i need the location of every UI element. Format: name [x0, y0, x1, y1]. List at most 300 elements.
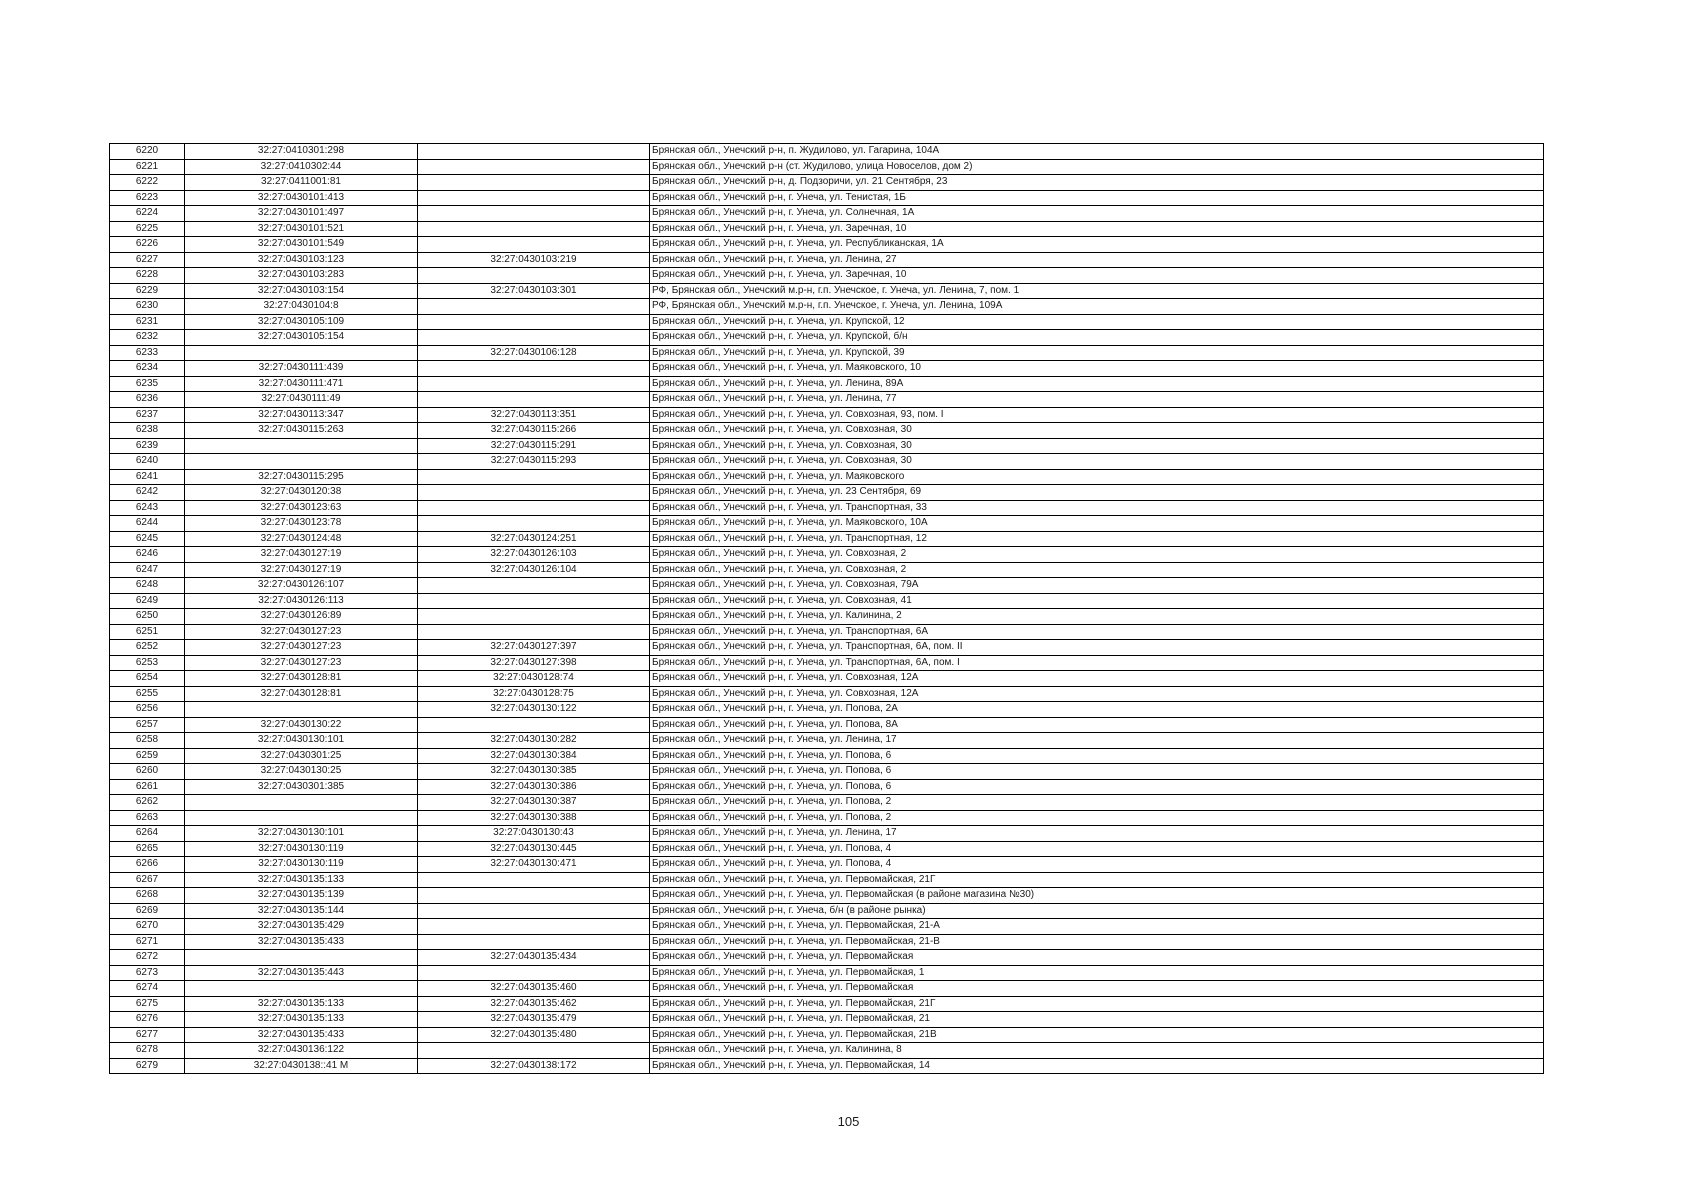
cadastral-number-cell: 32:27:0430126:89 — [185, 609, 418, 625]
row-number-cell: 6237 — [110, 407, 185, 423]
table-row — [110, 423, 1544, 439]
cadastral-number-cell: 32:27:0411001:81 — [185, 175, 418, 191]
linked-cadastral-number-cell: 32:27:0430135:460 — [418, 981, 650, 997]
linked-cadastral-number-cell: 32:27:0430130:282 — [418, 733, 650, 749]
linked-cadastral-number-cell — [418, 919, 650, 935]
table-row — [110, 206, 1544, 222]
address-cell: Брянская обл., Унечский р-н, г. Унеча, ул. Транспортная, 33 — [650, 500, 1544, 516]
linked-cadastral-number-cell — [418, 392, 650, 408]
address-cell: Брянская обл., Унечский р-н, г. Унеча, ул. Совхозная, 12А — [650, 671, 1544, 687]
page-number: 105 — [837, 1114, 860, 1129]
linked-cadastral-number-cell — [418, 144, 650, 160]
table-row — [110, 965, 1544, 981]
linked-cadastral-number-cell — [418, 469, 650, 485]
row-number-cell: 6266 — [110, 857, 185, 873]
address-cell: Брянская обл., Унечский р-н, п. Жудилово, ул. Гагарина, 104А — [650, 144, 1544, 160]
cadastral-number-cell: 32:27:0430103:154 — [185, 283, 418, 299]
row-number-cell: 6272 — [110, 950, 185, 966]
cadastral-number-cell: 32:27:0430135:133 — [185, 1012, 418, 1028]
linked-cadastral-number-cell — [418, 717, 650, 733]
row-number-cell: 6251 — [110, 624, 185, 640]
cadastral-number-cell: 32:27:0430128:81 — [185, 686, 418, 702]
linked-cadastral-number-cell: 32:27:0430127:397 — [418, 640, 650, 656]
cadastral-number-cell: 32:27:0430126:107 — [185, 578, 418, 594]
address-cell: Брянская обл., Унечский р-н, г. Унеча, ул. Первомайская, 21В — [650, 1027, 1544, 1043]
address-cell: Брянская обл., Унечский р-н, г. Унеча, ул. Первомайская, 21Г — [650, 996, 1544, 1012]
address-cell: Брянская обл., Унечский р-н (ст. Жудилово, улица Новоселов, дом 2) — [650, 159, 1544, 175]
table-row — [110, 159, 1544, 175]
table-row — [110, 1043, 1544, 1059]
address-cell: Брянская обл., Унечский р-н, г. Унеча, ул. Первомайская, 21-А — [650, 919, 1544, 935]
table-row — [110, 733, 1544, 749]
address-cell: Брянская обл., Унечский р-н, г. Унеча, ул. Совхозная, 41 — [650, 593, 1544, 609]
linked-cadastral-number-cell: 32:27:0430128:75 — [418, 686, 650, 702]
linked-cadastral-number-cell — [418, 206, 650, 222]
linked-cadastral-number-cell: 32:27:0430115:291 — [418, 438, 650, 454]
table-row — [110, 686, 1544, 702]
row-number-cell: 6239 — [110, 438, 185, 454]
table-row — [110, 702, 1544, 718]
linked-cadastral-number-cell — [418, 593, 650, 609]
address-cell: Брянская обл., Унечский р-н, г. Унеча, ул. Совхозная, 79А — [650, 578, 1544, 594]
address-cell: Брянская обл., Унечский р-н, г. Унеча, ул. Совхозная, 30 — [650, 438, 1544, 454]
linked-cadastral-number-cell — [418, 609, 650, 625]
linked-cadastral-number-cell: 32:27:0430130:388 — [418, 810, 650, 826]
linked-cadastral-number-cell — [418, 1043, 650, 1059]
cadastral-number-cell: 32:27:0430127:23 — [185, 640, 418, 656]
table-row — [110, 330, 1544, 346]
address-cell: Брянская обл., Унечский р-н, г. Унеча, ул. Совхозная, 2 — [650, 562, 1544, 578]
cadastral-number-cell: 32:27:0430113:347 — [185, 407, 418, 423]
row-number-cell: 6249 — [110, 593, 185, 609]
linked-cadastral-number-cell: 32:27:0430138:172 — [418, 1058, 650, 1074]
linked-cadastral-number-cell — [418, 872, 650, 888]
row-number-cell: 6260 — [110, 764, 185, 780]
linked-cadastral-number-cell: 32:27:0430130:43 — [418, 826, 650, 842]
row-number-cell: 6261 — [110, 779, 185, 795]
cadastral-number-cell: 32:27:0430135:443 — [185, 965, 418, 981]
address-cell: Брянская обл., Унечский р-н, г. Унеча, ул. Солнечная, 1А — [650, 206, 1544, 222]
table-row — [110, 547, 1544, 563]
address-cell: Брянская обл., Унечский р-н, г. Унеча, ул. Первомайская — [650, 950, 1544, 966]
table-row — [110, 717, 1544, 733]
address-cell: Брянская обл., Унечский р-н, г. Унеча, ул. Первомайская — [650, 981, 1544, 997]
cadastral-number-cell: 32:27:0430130:22 — [185, 717, 418, 733]
row-number-cell: 6255 — [110, 686, 185, 702]
cadastral-number-cell: 32:27:0410301:298 — [185, 144, 418, 160]
table-row — [110, 175, 1544, 191]
address-cell: Брянская обл., Унечский р-н, г. Унеча, ул. Попова, 4 — [650, 841, 1544, 857]
address-cell: Брянская обл., Унечский р-н, г. Унеча, б/н (в районе рынка) — [650, 903, 1544, 919]
address-cell: Брянская обл., Унечский р-н, г. Унеча, ул. Ленина, 17 — [650, 733, 1544, 749]
address-cell: Брянская обл., Унечский р-н, г. Унеча, ул. Ленина, 27 — [650, 252, 1544, 268]
cadastral-number-cell: 32:27:0430101:413 — [185, 190, 418, 206]
cadastral-number-cell: 32:27:0430301:25 — [185, 748, 418, 764]
linked-cadastral-number-cell: 32:27:0430113:351 — [418, 407, 650, 423]
row-number-cell: 6222 — [110, 175, 185, 191]
row-number-cell: 6258 — [110, 733, 185, 749]
row-number-cell: 6229 — [110, 283, 185, 299]
address-cell: Брянская обл., Унечский р-н, г. Унеча, ул. Ленина, 89А — [650, 376, 1544, 392]
address-cell: Брянская обл., Унечский р-н, г. Унеча, ул. Совхозная, 30 — [650, 454, 1544, 470]
address-cell: Брянская обл., Унечский р-н, г. Унеча, ул. Первомайская, 21-В — [650, 934, 1544, 950]
cadastral-number-cell: 32:27:0430115:263 — [185, 423, 418, 439]
linked-cadastral-number-cell: 32:27:0430130:384 — [418, 748, 650, 764]
table-row — [110, 609, 1544, 625]
row-number-cell: 6268 — [110, 888, 185, 904]
linked-cadastral-number-cell: 32:27:0430115:266 — [418, 423, 650, 439]
row-number-cell: 6275 — [110, 996, 185, 1012]
table-row — [110, 361, 1544, 377]
table-row — [110, 826, 1544, 842]
row-number-cell: 6259 — [110, 748, 185, 764]
table-row — [110, 345, 1544, 361]
linked-cadastral-number-cell: 32:27:0430126:103 — [418, 547, 650, 563]
linked-cadastral-number-cell — [418, 314, 650, 330]
table-row — [110, 671, 1544, 687]
row-number-cell: 6270 — [110, 919, 185, 935]
row-number-cell: 6252 — [110, 640, 185, 656]
table-row — [110, 562, 1544, 578]
linked-cadastral-number-cell: 32:27:0430128:74 — [418, 671, 650, 687]
table-row — [110, 934, 1544, 950]
table-row — [110, 252, 1544, 268]
table-row — [110, 407, 1544, 423]
table-row — [110, 919, 1544, 935]
cadastral-number-cell: 32:27:0430138::41 М — [185, 1058, 418, 1074]
address-cell: Брянская обл., Унечский р-н, г. Унеча, ул. Первомайская, 21 — [650, 1012, 1544, 1028]
address-cell: Брянская обл., Унечский р-н, г. Унеча, ул. Транспортная, 6А — [650, 624, 1544, 640]
row-number-cell: 6227 — [110, 252, 185, 268]
address-cell: Брянская обл., Унечский р-н, г. Унеча, ул. Ленина, 17 — [650, 826, 1544, 842]
row-number-cell: 6226 — [110, 237, 185, 253]
address-cell: Брянская обл., Унечский р-н, г. Унеча, ул. Попова, 6 — [650, 779, 1544, 795]
address-cell: Брянская обл., Унечский р-н, г. Унеча, ул. Тенистая, 1Б — [650, 190, 1544, 206]
table-row — [110, 872, 1544, 888]
linked-cadastral-number-cell — [418, 934, 650, 950]
linked-cadastral-number-cell: 32:27:0430124:251 — [418, 531, 650, 547]
table-row — [110, 516, 1544, 532]
cadastral-number-cell: 32:27:0430301:385 — [185, 779, 418, 795]
row-number-cell: 6246 — [110, 547, 185, 563]
linked-cadastral-number-cell: 32:27:0430135:434 — [418, 950, 650, 966]
property-table-body — [110, 144, 1544, 1074]
address-cell: Брянская обл., Унечский р-н, г. Унеча, ул. Попова, 6 — [650, 748, 1544, 764]
row-number-cell: 6231 — [110, 314, 185, 330]
cadastral-number-cell: 32:27:0430130:119 — [185, 841, 418, 857]
linked-cadastral-number-cell — [418, 299, 650, 315]
table-row — [110, 392, 1544, 408]
address-cell: Брянская обл., Унечский р-н, г. Унеча, ул. Совхозная, 2 — [650, 547, 1544, 563]
row-number-cell: 6254 — [110, 671, 185, 687]
linked-cadastral-number-cell — [418, 237, 650, 253]
cadastral-number-cell: 32:27:0430111:439 — [185, 361, 418, 377]
cadastral-number-cell: 32:27:0430135:433 — [185, 1027, 418, 1043]
linked-cadastral-number-cell: 32:27:0430130:445 — [418, 841, 650, 857]
table-row — [110, 810, 1544, 826]
cadastral-number-cell: 32:27:0430105:154 — [185, 330, 418, 346]
cadastral-number-cell: 32:27:0430123:78 — [185, 516, 418, 532]
cadastral-number-cell: 32:27:0430103:283 — [185, 268, 418, 284]
cadastral-number-cell: 32:27:0430135:433 — [185, 934, 418, 950]
linked-cadastral-number-cell: 32:27:0430130:471 — [418, 857, 650, 873]
table-row — [110, 221, 1544, 237]
table-row — [110, 531, 1544, 547]
row-number-cell: 6232 — [110, 330, 185, 346]
address-cell: Брянская обл., Унечский р-н, г. Унеча, ул. Попова, 8А — [650, 717, 1544, 733]
table-row — [110, 144, 1544, 160]
linked-cadastral-number-cell — [418, 485, 650, 501]
table-row — [110, 578, 1544, 594]
table-row — [110, 748, 1544, 764]
cadastral-number-cell: 32:27:0430130:119 — [185, 857, 418, 873]
address-cell: Брянская обл., Унечский р-н, г. Унеча, ул. Крупской, 12 — [650, 314, 1544, 330]
row-number-cell: 6233 — [110, 345, 185, 361]
address-cell: Брянская обл., Унечский р-н, г. Унеча, ул. Первомайская, 21Г — [650, 872, 1544, 888]
row-number-cell: 6256 — [110, 702, 185, 718]
linked-cadastral-number-cell — [418, 361, 650, 377]
cadastral-number-cell — [185, 345, 418, 361]
property-table — [109, 143, 1544, 1074]
table-row — [110, 376, 1544, 392]
linked-cadastral-number-cell: 32:27:0430130:387 — [418, 795, 650, 811]
row-number-cell: 6273 — [110, 965, 185, 981]
linked-cadastral-number-cell: 32:27:0430135:462 — [418, 996, 650, 1012]
table-row — [110, 624, 1544, 640]
linked-cadastral-number-cell — [418, 159, 650, 175]
cadastral-number-cell — [185, 950, 418, 966]
table-row — [110, 903, 1544, 919]
address-cell: Брянская обл., Унечский р-н, г. Унеча, ул. Первомайская (в районе магазина №30) — [650, 888, 1544, 904]
cadastral-number-cell: 32:27:0430127:19 — [185, 547, 418, 563]
cadastral-number-cell: 32:27:0430135:139 — [185, 888, 418, 904]
linked-cadastral-number-cell: 32:27:0430130:385 — [418, 764, 650, 780]
cadastral-number-cell: 32:27:0430136:122 — [185, 1043, 418, 1059]
table-row — [110, 593, 1544, 609]
table-row — [110, 283, 1544, 299]
row-number-cell: 6262 — [110, 795, 185, 811]
row-number-cell: 6221 — [110, 159, 185, 175]
cadastral-number-cell: 32:27:0430130:101 — [185, 826, 418, 842]
cadastral-number-cell: 32:27:0430105:109 — [185, 314, 418, 330]
address-cell: Брянская обл., Унечский р-н, г. Унеча, ул. Крупской, 39 — [650, 345, 1544, 361]
address-cell: Брянская обл., Унечский р-н, г. Унеча, ул. Совхозная, 12А — [650, 686, 1544, 702]
table-row — [110, 1058, 1544, 1074]
cadastral-number-cell: 32:27:0430120:38 — [185, 485, 418, 501]
address-cell: Брянская обл., Унечский р-н, г. Унеча, ул. Транспортная, 6А, пом. II — [650, 640, 1544, 656]
row-number-cell: 6235 — [110, 376, 185, 392]
table-row — [110, 500, 1544, 516]
address-cell: Брянская обл., Унечский р-н, г. Унеча, ул. Первомайская, 14 — [650, 1058, 1544, 1074]
cadastral-number-cell: 32:27:0430124:48 — [185, 531, 418, 547]
row-number-cell: 6250 — [110, 609, 185, 625]
row-number-cell: 6225 — [110, 221, 185, 237]
table-row — [110, 1027, 1544, 1043]
cadastral-number-cell — [185, 981, 418, 997]
cadastral-number-cell: 32:27:0430123:63 — [185, 500, 418, 516]
address-cell: Брянская обл., Унечский р-н, г. Унеча, ул. Транспортная, 12 — [650, 531, 1544, 547]
table-row — [110, 779, 1544, 795]
cadastral-number-cell: 32:27:0430135:133 — [185, 996, 418, 1012]
table-row — [110, 950, 1544, 966]
row-number-cell: 6265 — [110, 841, 185, 857]
address-cell: Брянская обл., Унечский р-н, г. Унеча, ул. Попова, 4 — [650, 857, 1544, 873]
cadastral-number-cell — [185, 810, 418, 826]
linked-cadastral-number-cell — [418, 624, 650, 640]
table-row — [110, 996, 1544, 1012]
cadastral-number-cell: 32:27:0430135:133 — [185, 872, 418, 888]
cadastral-number-cell: 32:27:0430135:429 — [185, 919, 418, 935]
row-number-cell: 6276 — [110, 1012, 185, 1028]
cadastral-number-cell — [185, 438, 418, 454]
row-number-cell: 6253 — [110, 655, 185, 671]
cadastral-number-cell: 32:27:0430101:521 — [185, 221, 418, 237]
table-row — [110, 299, 1544, 315]
row-number-cell: 6228 — [110, 268, 185, 284]
linked-cadastral-number-cell — [418, 175, 650, 191]
cadastral-number-cell: 32:27:0430127:23 — [185, 655, 418, 671]
table-row — [110, 888, 1544, 904]
address-cell: Брянская обл., Унечский р-н, г. Унеча, ул. Маяковского, 10 — [650, 361, 1544, 377]
cadastral-number-cell: 32:27:0430130:101 — [185, 733, 418, 749]
table-row — [110, 1012, 1544, 1028]
row-number-cell: 6242 — [110, 485, 185, 501]
linked-cadastral-number-cell: 32:27:0430135:479 — [418, 1012, 650, 1028]
row-number-cell: 6278 — [110, 1043, 185, 1059]
address-cell: Брянская обл., Унечский р-н, г. Унеча, ул. Попова, 2 — [650, 795, 1544, 811]
cadastral-number-cell: 32:27:0430103:123 — [185, 252, 418, 268]
linked-cadastral-number-cell: 32:27:0430106:128 — [418, 345, 650, 361]
cadastral-number-cell: 32:27:0430111:471 — [185, 376, 418, 392]
cadastral-number-cell — [185, 795, 418, 811]
address-cell: Брянская обл., Унечский р-н, г. Унеча, ул. Совхозная, 93, пом. I — [650, 407, 1544, 423]
linked-cadastral-number-cell — [418, 190, 650, 206]
address-cell: Брянская обл., Унечский р-н, г. Унеча, ул. Маяковского — [650, 469, 1544, 485]
table-row — [110, 655, 1544, 671]
row-number-cell: 6238 — [110, 423, 185, 439]
linked-cadastral-number-cell — [418, 330, 650, 346]
address-cell: Брянская обл., Унечский р-н, г. Унеча, ул. Калинина, 8 — [650, 1043, 1544, 1059]
linked-cadastral-number-cell: 32:27:0430135:480 — [418, 1027, 650, 1043]
table-row — [110, 190, 1544, 206]
row-number-cell: 6241 — [110, 469, 185, 485]
address-cell: Брянская обл., Унечский р-н, г. Унеча, ул. Заречная, 10 — [650, 221, 1544, 237]
table-row — [110, 469, 1544, 485]
linked-cadastral-number-cell — [418, 965, 650, 981]
cadastral-number-cell: 32:27:0430104:8 — [185, 299, 418, 315]
linked-cadastral-number-cell: 32:27:0430103:301 — [418, 283, 650, 299]
cadastral-number-cell — [185, 454, 418, 470]
address-cell: Брянская обл., Унечский р-н, г. Унеча, ул. Маяковского, 10А — [650, 516, 1544, 532]
address-cell: Брянская обл., Унечский р-н, г. Унеча, ул. Транспортная, 6А, пом. I — [650, 655, 1544, 671]
cadastral-number-cell: 32:27:0430101:549 — [185, 237, 418, 253]
cadastral-number-cell: 32:27:0410302:44 — [185, 159, 418, 175]
linked-cadastral-number-cell — [418, 516, 650, 532]
linked-cadastral-number-cell: 32:27:0430103:219 — [418, 252, 650, 268]
address-cell: Брянская обл., Унечский р-н, г. Унеча, ул. Совхозная, 30 — [650, 423, 1544, 439]
row-number-cell: 6224 — [110, 206, 185, 222]
row-number-cell: 6267 — [110, 872, 185, 888]
cadastral-number-cell: 32:27:0430128:81 — [185, 671, 418, 687]
table-row — [110, 795, 1544, 811]
linked-cadastral-number-cell — [418, 500, 650, 516]
row-number-cell: 6274 — [110, 981, 185, 997]
cadastral-number-cell — [185, 702, 418, 718]
table-row — [110, 268, 1544, 284]
address-cell: Брянская обл., Унечский р-н, г. Унеча, ул. Калинина, 2 — [650, 609, 1544, 625]
cadastral-number-cell: 32:27:0430127:23 — [185, 624, 418, 640]
cadastral-number-cell: 32:27:0430111:49 — [185, 392, 418, 408]
linked-cadastral-number-cell: 32:27:0430130:386 — [418, 779, 650, 795]
linked-cadastral-number-cell — [418, 376, 650, 392]
linked-cadastral-number-cell: 32:27:0430126:104 — [418, 562, 650, 578]
row-number-cell: 6248 — [110, 578, 185, 594]
address-cell: РФ, Брянская обл., Унечский м.р-н, г.п. Унечское, г. Унеча, ул. Ленина, 7, пом. 1 — [650, 283, 1544, 299]
linked-cadastral-number-cell: 32:27:0430130:122 — [418, 702, 650, 718]
table-row — [110, 857, 1544, 873]
row-number-cell: 6264 — [110, 826, 185, 842]
address-cell: Брянская обл., Унечский р-н, г. Унеча, ул. Ленина, 77 — [650, 392, 1544, 408]
table-row — [110, 454, 1544, 470]
address-cell: Брянская обл., Унечский р-н, г. Унеча, ул. 23 Сентября, 69 — [650, 485, 1544, 501]
linked-cadastral-number-cell — [418, 221, 650, 237]
table-row — [110, 640, 1544, 656]
address-cell: Брянская обл., Унечский р-н, г. Унеча, ул. Попова, 2 — [650, 810, 1544, 826]
address-cell: РФ, Брянская обл., Унечский м.р-н, г.п. Унечское, г. Унеча, ул. Ленина, 109А — [650, 299, 1544, 315]
row-number-cell: 6244 — [110, 516, 185, 532]
cadastral-number-cell: 32:27:0430126:113 — [185, 593, 418, 609]
row-number-cell: 6234 — [110, 361, 185, 377]
table-row — [110, 764, 1544, 780]
table-row — [110, 237, 1544, 253]
row-number-cell: 6220 — [110, 144, 185, 160]
row-number-cell: 6277 — [110, 1027, 185, 1043]
linked-cadastral-number-cell — [418, 578, 650, 594]
row-number-cell: 6279 — [110, 1058, 185, 1074]
row-number-cell: 6247 — [110, 562, 185, 578]
row-number-cell: 6243 — [110, 500, 185, 516]
row-number-cell: 6236 — [110, 392, 185, 408]
row-number-cell: 6271 — [110, 934, 185, 950]
address-cell: Брянская обл., Унечский р-н, г. Унеча, ул. Республиканская, 1А — [650, 237, 1544, 253]
table-row — [110, 314, 1544, 330]
table-row — [110, 841, 1544, 857]
linked-cadastral-number-cell — [418, 268, 650, 284]
row-number-cell: 6257 — [110, 717, 185, 733]
address-cell: Брянская обл., Унечский р-н, г. Унеча, ул. Попова, 2А — [650, 702, 1544, 718]
row-number-cell: 6269 — [110, 903, 185, 919]
linked-cadastral-number-cell: 32:27:0430115:293 — [418, 454, 650, 470]
table-row — [110, 485, 1544, 501]
row-number-cell: 6245 — [110, 531, 185, 547]
row-number-cell: 6223 — [110, 190, 185, 206]
address-cell: Брянская обл., Унечский р-н, г. Унеча, ул. Крупской, б/н — [650, 330, 1544, 346]
address-cell: Брянская обл., Унечский р-н, г. Унеча, ул. Попова, 6 — [650, 764, 1544, 780]
cadastral-number-cell: 32:27:0430101:497 — [185, 206, 418, 222]
linked-cadastral-number-cell: 32:27:0430127:398 — [418, 655, 650, 671]
cadastral-number-cell: 32:27:0430135:144 — [185, 903, 418, 919]
address-cell: Брянская обл., Унечский р-н, г. Унеча, ул. Заречная, 10 — [650, 268, 1544, 284]
row-number-cell: 6240 — [110, 454, 185, 470]
cadastral-number-cell: 32:27:0430127:19 — [185, 562, 418, 578]
row-number-cell: 6263 — [110, 810, 185, 826]
cadastral-number-cell: 32:27:0430115:295 — [185, 469, 418, 485]
table-row — [110, 438, 1544, 454]
linked-cadastral-number-cell — [418, 903, 650, 919]
address-cell: Брянская обл., Унечский р-н, г. Унеча, ул. Первомайская, 1 — [650, 965, 1544, 981]
address-cell: Брянская обл., Унечский р-н, д. Подзоричи, ул. 21 Сентября, 23 — [650, 175, 1544, 191]
linked-cadastral-number-cell — [418, 888, 650, 904]
